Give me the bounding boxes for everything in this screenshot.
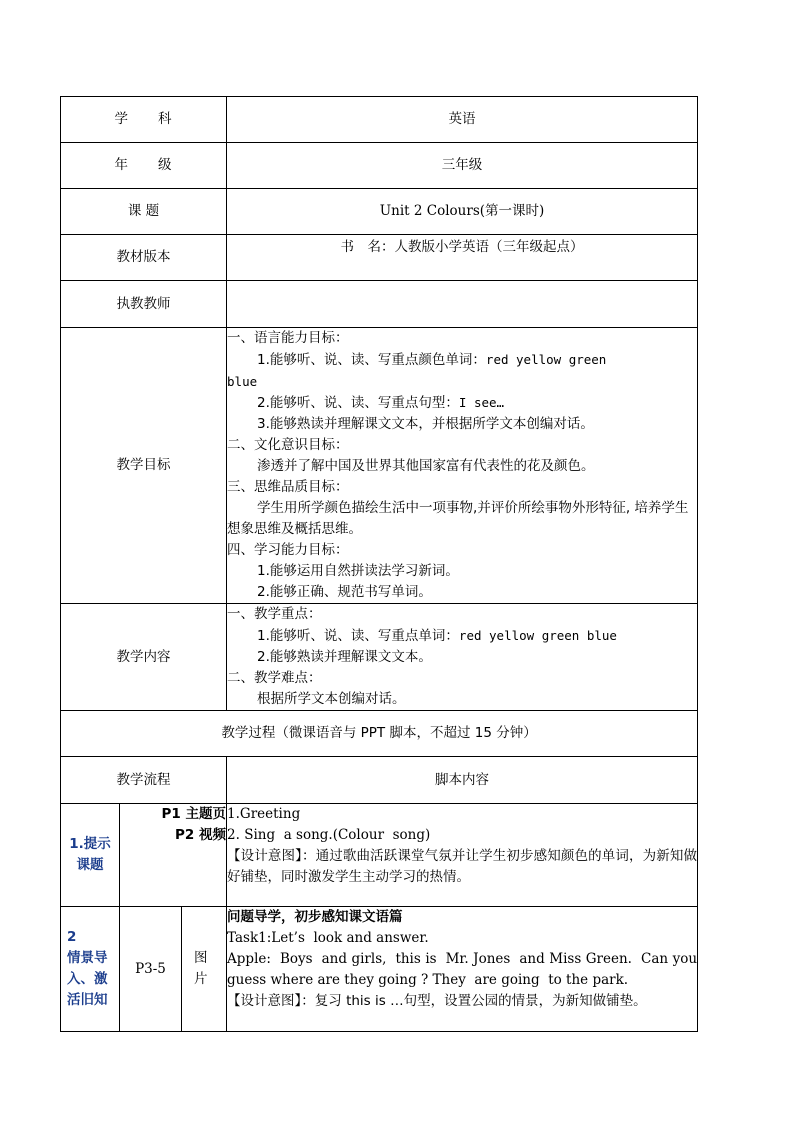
goals-line: blue (227, 374, 258, 389)
grade-label: 年 级 (61, 143, 227, 189)
content-label: 教学内容 (61, 604, 227, 711)
row-content (61, 604, 698, 711)
textbook-label: 教材版本 (61, 235, 227, 281)
grade-value: 三年级 (227, 143, 698, 189)
content-line: 2.能够熟读并理解课文文本。 (257, 649, 432, 665)
step2-pages: P3-5 (120, 907, 182, 1032)
goals-line: 三、思维品质目标： (227, 479, 349, 495)
step1-line: 1.Greeting (227, 806, 301, 822)
step2-title: 2 情景导入、激活旧知 (61, 907, 120, 1032)
flow-header-right: 脚本内容 (227, 757, 698, 804)
teacher-value (227, 281, 698, 328)
row-grade (61, 143, 698, 189)
process-header: 教学过程（微课语音与 PPT 脚本，不超过 15 分钟） (61, 711, 698, 757)
content-line: 根据所学文本创编对话。 (257, 691, 406, 707)
step2-line: Task1:Let’s look and answer. (227, 930, 429, 946)
row-goals (61, 328, 698, 604)
step1-line: 2. Sing a song.(Colour song) (227, 827, 431, 843)
content-content (227, 604, 698, 711)
step2-heading: 问题导学，初步感知课文语篇 (227, 909, 403, 925)
row-step1 (61, 804, 698, 907)
step1-content (227, 804, 698, 907)
goals-line: 1.能够听、说、读、写重点颜色单词：red yellow green (257, 352, 607, 368)
goals-line: 2.能够听、说、读、写重点句型：I see… (257, 395, 505, 411)
goals-label: 教学目标 (61, 328, 227, 604)
lesson-plan-table (60, 96, 702, 1032)
goals-line: 四、学习能力目标： (227, 542, 349, 558)
row-textbook (61, 235, 698, 281)
step1-title: 1.提示课题 (61, 804, 120, 907)
step2-content (227, 907, 702, 1032)
content-line: 二、教学难点： (227, 670, 322, 686)
step2-line: Apple: Boys and girls, this is Mr. Jones and Miss Green. Can you guess where are they going ? They are going to the park. (227, 951, 702, 988)
topic-value: Unit 2 Colours(第一课时) (227, 189, 698, 235)
goals-content (227, 328, 698, 604)
row-flow-header (61, 757, 698, 804)
step1-line: 【设计意图】：通过歌曲活跃课堂气氛并让学生初步感知颜色的单词，为新知做好铺垫，同时激发学生主动学习的热情。 (227, 848, 698, 885)
step2-line: 【设计意图】：复习 this is …句型，设置公园的情景，为新知做铺垫。 (227, 993, 647, 1009)
step1-pages: P1 主题页 P2 视频 (120, 804, 227, 907)
row-subject (61, 97, 698, 143)
goals-line: 2.能够正确、规范书写单词。 (257, 584, 432, 600)
row-process-header (61, 711, 698, 757)
step2-type: 图片 (182, 907, 227, 1032)
content-line: 一、教学重点： (227, 606, 322, 622)
row-teacher (61, 281, 698, 328)
flow-header-left: 教学流程 (61, 757, 227, 804)
row-step2 (61, 907, 698, 1032)
textbook-value: 书 名：人教版小学英语（三年级起点） (227, 235, 698, 281)
goals-line: 渗透并了解中国及世界其他国家富有代表性的花及颜色。 (257, 458, 595, 474)
goals-line: 1.能够运用自然拼读法学习新词。 (257, 563, 459, 579)
subject-label: 学 科 (61, 97, 227, 143)
goals-line: 学生用所学颜色描绘生活中一项事物,并评价所绘事物外形特征, 培养学生想象思维及概括思维。 (227, 500, 689, 537)
row-topic (61, 189, 698, 235)
goals-line: 一、语言能力目标： (227, 330, 349, 346)
topic-label: 课 题 (61, 189, 227, 235)
goals-line: 3.能够熟读并理解课文文本，并根据所学文本创编对话。 (257, 416, 594, 432)
content-line: 1.能够听、说、读、写重点单词：red yellow green blue (257, 628, 617, 644)
goals-line: 二、文化意识目标： (227, 437, 349, 453)
teacher-label: 执教教师 (61, 281, 227, 328)
subject-value: 英语 (227, 97, 698, 143)
